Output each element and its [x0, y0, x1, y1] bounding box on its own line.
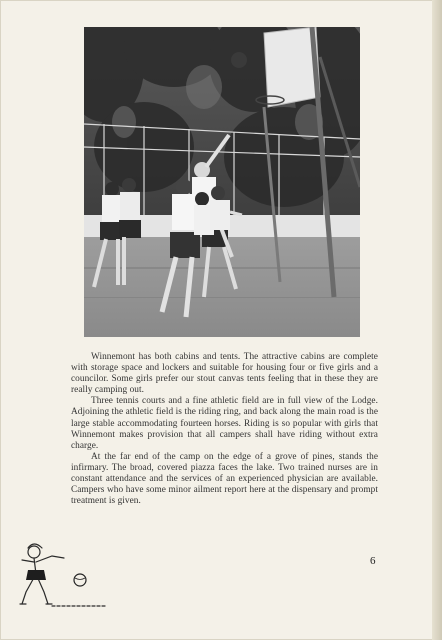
- body-text: [71, 352, 378, 507]
- paragraph-cabins: Winnemont has both cabins and tents. The attractive cabins are complete with storage space and lockers and suitable for housing four or five girls and a councilor. Some girls prefer our stout canvas tents feeling that in these they are really camping out.: [71, 352, 378, 396]
- page-number: 6: [370, 555, 376, 567]
- paragraph-tennis-riding: Three tennis courts and a fine athletic field are in full view of the Lodge. Adjoining the athletic field is the riding ring, and back along the main road is the large stable accommodating fourteen horses. Riding is so popular with girls that Winnemont makes provision that all campers shall have riding without extra charge.: [71, 396, 378, 451]
- basketball-photo: [84, 27, 360, 337]
- page-edge: [432, 0, 442, 640]
- basketball-player-sketch: [12, 540, 112, 615]
- paragraph-infirmary: At the far end of the camp on the edge of a grove of pines, stands the infirmary. The broad, covered piazza faces the lake. Two trained nurses are in constant attendance and the services of an experienced physician are available. Campers who have some minor ailment report here at the dispensary and prompt treatment is given.: [71, 451, 378, 507]
